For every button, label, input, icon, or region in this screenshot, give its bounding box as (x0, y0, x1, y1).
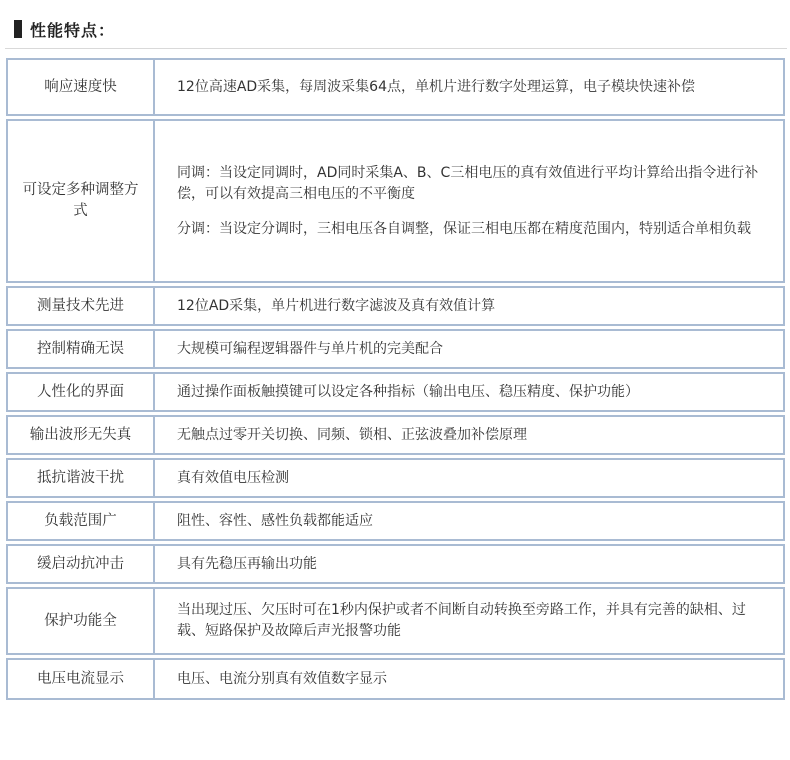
feature-name: 控制精确无误 (6, 329, 155, 369)
feature-desc (155, 119, 785, 283)
section-header (14, 18, 115, 40)
feature-name: 保护功能全 (6, 587, 155, 655)
feature-desc (155, 501, 785, 541)
section-title: 性能特点： (30, 20, 116, 40)
header-divider (5, 48, 787, 49)
table-row (6, 58, 785, 116)
table-row (6, 458, 785, 498)
feature-desc-text: 无触点过零开关切换、同频、锁相、正弦波叠加补偿原理 (177, 426, 527, 443)
feature-name: 可设定多种调整方式 (6, 119, 155, 283)
feature-desc (155, 58, 785, 116)
feature-desc-text: 12位高速AD采集，每周波采集64点，单机片进行数字处理运算，电子模块快速补偿 (177, 78, 695, 95)
feature-name: 响应速度快 (6, 58, 155, 116)
feature-name: 电压电流显示 (6, 658, 155, 700)
feature-name: 负载范围广 (6, 501, 155, 541)
feature-desc (155, 415, 785, 455)
feature-desc (155, 458, 785, 498)
feature-name: 缓启动抗冲击 (6, 544, 155, 584)
feature-desc-text: 电压、电流分别真有效值数字显示 (177, 670, 387, 687)
feature-desc-text: 当出现过压、欠压时可在1秒内保护或者不间断自动转换至旁路工作，并具有完善的缺相、过载、短路保护及故障后声光报警功能 (177, 602, 746, 639)
feature-name: 人性化的界面 (6, 372, 155, 412)
feature-name: 输出波形无失真 (6, 415, 155, 455)
table-row (6, 587, 785, 655)
feature-desc-text: 真有效值电压检测 (177, 469, 289, 486)
feature-name: 抵抗谐波干扰 (6, 458, 155, 498)
features-table (6, 55, 785, 703)
feature-desc-text: 大规模可编程逻辑器件与单片机的完美配合 (177, 340, 443, 357)
table-row (6, 501, 785, 541)
feature-desc-text: 12位AD采集，单片机进行数字滤波及真有效值计算 (177, 297, 496, 314)
table-row (6, 119, 785, 283)
feature-desc-text: 通过操作面板触摸键可以设定各种指标（输出电压、稳压精度、保护功能） (177, 383, 639, 400)
feature-desc-text: 分调：当设定分调时，三相电压各自调整，保证三相电压都在精度范围内，特别适合单相负载 (177, 220, 751, 237)
feature-desc (155, 544, 785, 584)
feature-desc (155, 286, 785, 326)
table-row (6, 329, 785, 369)
feature-desc-text: 同调：当设定同调时，AD同时采集A、B、C三相电压的真有效值进行平均计算给出指令进行补偿，可以有效提高三相电压的不平衡度 (177, 164, 759, 202)
feature-desc (155, 587, 785, 655)
table-row (6, 544, 785, 584)
table-row (6, 658, 785, 700)
table-row (6, 415, 785, 455)
feature-desc-text: 具有先稳压再输出功能 (177, 555, 317, 572)
table-row (6, 372, 785, 412)
feature-desc (155, 329, 785, 369)
header-bar-marker (14, 20, 22, 38)
feature-desc (155, 372, 785, 412)
feature-desc-text: 阻性、容性、感性负载都能适应 (177, 512, 373, 529)
table-row (6, 286, 785, 326)
feature-name: 测量技术先进 (6, 286, 155, 326)
feature-desc (155, 658, 785, 700)
